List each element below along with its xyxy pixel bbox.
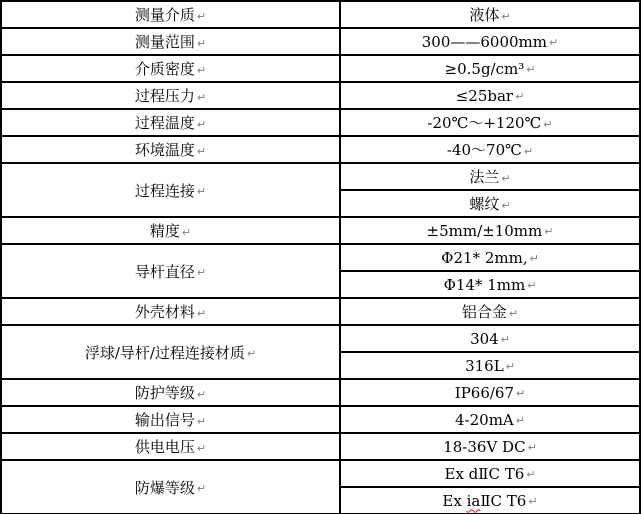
paragraph-mark-icon: ↵ [515, 90, 525, 103]
cell-text: 精度 [149, 222, 180, 240]
cell-text: 浮球/导杆/过程连接材质 [84, 343, 245, 362]
spec-value-cell [340, 298, 640, 325]
table-row [1, 82, 640, 109]
paragraph-mark-icon: ↵ [501, 198, 511, 212]
spec-label-cell [1, 460, 340, 514]
cell-text: 螺纹 [469, 195, 500, 213]
paragraph-mark-icon: ↵ [508, 306, 519, 320]
table-row [1, 163, 640, 190]
cell-text: 输出信号 [134, 411, 195, 429]
cell-text: 防护等级 [134, 384, 195, 402]
table-row [1, 298, 640, 325]
cell-text: 防爆等级 [134, 478, 195, 497]
cell-text: -20℃～+120℃ [427, 114, 542, 132]
cell-text: 介质密度 [134, 60, 195, 78]
spec-value-cell [340, 487, 640, 514]
spec-value-cell [340, 55, 640, 82]
cell-text: Φ14* 1mm [443, 275, 526, 294]
spec-value-cell [340, 82, 640, 109]
cell-text: 316L [465, 356, 504, 375]
paragraph-mark-icon: ↵ [196, 117, 207, 131]
paragraph-mark-icon: ↵ [544, 225, 554, 238]
spec-label-cell [1, 244, 340, 298]
spec-label-cell [1, 163, 340, 217]
spec-label-cell [1, 1, 340, 28]
cell-text: -40～70℃ [446, 141, 522, 159]
cell-text: Φ21* 2mm, [441, 248, 528, 267]
paragraph-mark-icon: ↵ [501, 171, 511, 185]
spec-value-cell [340, 244, 640, 271]
spec-label-cell [1, 136, 340, 163]
spec-value-cell [340, 325, 640, 352]
spec-value-cell [340, 217, 640, 244]
table-row [1, 136, 640, 163]
spec-label-cell [1, 28, 340, 55]
paragraph-mark-icon: ↵ [527, 441, 537, 454]
spec-value-cell [340, 109, 640, 136]
paragraph-mark-icon: ↵ [196, 414, 207, 428]
paragraph-mark-icon: ↵ [196, 482, 207, 495]
spec-value-cell [340, 352, 640, 379]
cell-text: 供电电压 [134, 438, 195, 456]
cell-text: 304 [470, 329, 499, 348]
cell-text: 导杆直径 [134, 262, 195, 281]
cell-text: ±5mm/±10mm [426, 221, 543, 240]
cell-text: 过程压力 [134, 87, 195, 105]
paragraph-mark-icon: ↵ [246, 347, 257, 360]
paragraph-mark-icon: ↵ [196, 185, 207, 198]
cell-text: Ex iaⅡC T6 [442, 491, 527, 510]
spec-value-cell [340, 1, 640, 28]
paragraph-mark-icon: ↵ [529, 252, 539, 265]
spec-label-cell [1, 433, 340, 460]
paragraph-mark-icon: ↵ [196, 387, 207, 401]
spec-label-cell [1, 325, 340, 379]
paragraph-mark-icon: ↵ [526, 468, 536, 481]
table-row [1, 28, 640, 55]
cell-text: 测量范围 [134, 33, 195, 51]
paragraph-mark-icon: ↵ [523, 144, 534, 158]
paragraph-mark-icon: ↵ [196, 306, 207, 320]
paragraph-mark-icon: ↵ [526, 63, 536, 76]
spec-value-cell [340, 379, 640, 406]
cell-text: ≥0.5g/cm³ [444, 59, 525, 78]
table-row [1, 379, 640, 406]
spec-value-cell [340, 406, 640, 433]
table-row [1, 406, 640, 433]
cell-text: 外壳材料 [134, 303, 195, 321]
cell-text: 18-36V DC [443, 437, 526, 456]
paragraph-mark-icon: ↵ [196, 63, 207, 77]
spec-value-cell [340, 28, 640, 55]
table-row [1, 55, 640, 82]
spec-value-cell [340, 271, 640, 298]
paragraph-mark-icon: ↵ [196, 36, 207, 50]
cell-text: 液体 [469, 6, 500, 24]
spec-label-cell [1, 109, 340, 136]
cell-text: 4-20mA [455, 410, 514, 429]
paragraph-mark-icon: ↵ [549, 36, 559, 49]
cell-text: 过程连接 [134, 181, 195, 200]
paragraph-mark-icon: ↵ [528, 495, 538, 508]
spec-label-cell [1, 406, 340, 433]
paragraph-mark-icon: ↵ [181, 225, 192, 239]
paragraph-mark-icon: ↵ [527, 279, 537, 292]
cell-text: IP66/67 [454, 383, 515, 402]
table-row [1, 325, 640, 352]
cell-text: 过程温度 [134, 114, 195, 132]
spec-label-cell [1, 82, 340, 109]
spec-value-cell [340, 163, 640, 190]
table-row [1, 109, 640, 136]
cell-text: 铝合金 [461, 303, 507, 321]
table-row [1, 244, 640, 271]
spec-table-body [1, 1, 640, 514]
spec-label-cell [1, 55, 340, 82]
cell-text: 300——6000mm [421, 32, 548, 51]
cell-text: 环境温度 [134, 141, 195, 159]
paragraph-mark-icon: ↵ [196, 441, 207, 455]
spec-value-cell [340, 136, 640, 163]
paragraph-mark-icon: ↵ [196, 266, 207, 279]
table-row [1, 1, 640, 28]
spec-label-cell [1, 298, 340, 325]
paragraph-mark-icon: ↵ [196, 144, 207, 158]
paragraph-mark-icon: ↵ [500, 333, 510, 346]
spec-label-cell [1, 379, 340, 406]
paragraph-mark-icon: ↵ [196, 9, 207, 23]
paragraph-mark-icon: ↵ [196, 90, 207, 104]
spec-value-cell [340, 190, 640, 217]
paragraph-mark-icon: ↵ [501, 9, 511, 23]
spec-label-cell [1, 217, 340, 244]
paragraph-mark-icon: ↵ [515, 414, 525, 427]
cell-text: 法兰 [469, 168, 500, 186]
table-row [1, 433, 640, 460]
paragraph-mark-icon: ↵ [516, 387, 526, 400]
cell-text: Ex dⅡC T6 [444, 464, 525, 483]
table-row [1, 217, 640, 244]
table-row [1, 460, 640, 487]
cell-text: ≤25bar [455, 86, 514, 105]
spellcheck-squiggle: ia [466, 491, 481, 510]
spec-value-cell [340, 460, 640, 487]
cell-text: 测量介质 [134, 6, 195, 24]
paragraph-mark-icon: ↵ [505, 360, 515, 373]
spec-value-cell [340, 433, 640, 460]
paragraph-mark-icon: ↵ [543, 117, 553, 131]
